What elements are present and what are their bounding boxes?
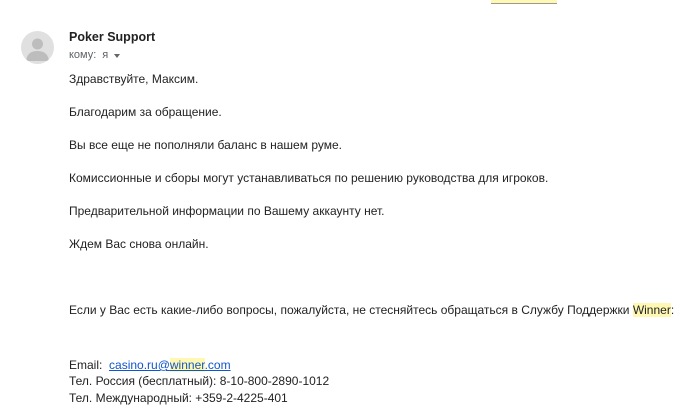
sender-avatar[interactable]: [21, 31, 54, 64]
thanks-line: Благодарим за обращение.: [69, 105, 222, 119]
email-link-part2: .com: [204, 358, 231, 372]
recipient-row[interactable]: [69, 49, 120, 61]
caret-down-icon[interactable]: [114, 54, 120, 58]
phone-international-line: Тел. Международный: +359-2-4225-401: [69, 391, 288, 405]
support-email-link[interactable]: [109, 358, 231, 372]
online-line: Ждем Вас снова онлайн.: [69, 237, 209, 251]
account-info-line: Предварительной информации по Вашему аккаунту нет.: [69, 204, 385, 218]
person-silhouette-icon: [21, 31, 54, 64]
clipped-header-strip: [0, 0, 700, 4]
commission-line: Комиссионные и сборы могут устанавливаться по решению руководства для игроков.: [69, 171, 549, 185]
email-link-part1: casino.ru@: [109, 358, 170, 372]
contact-question-suffix: :: [670, 303, 675, 317]
clipped-highlight: [491, 0, 557, 4]
brand-highlight: Winner: [632, 303, 671, 317]
phone-russia-line: Тел. Россия (бесплатный): 8-10-800-2890-1012: [69, 374, 330, 388]
recipient-value: я: [102, 49, 109, 61]
email-link-brand: winner: [169, 358, 205, 372]
sender-name[interactable]: Poker Support: [69, 30, 156, 44]
recipient-prefix: кому:: [69, 49, 97, 61]
email-label: Email:: [69, 358, 103, 372]
email-contact-line: [69, 358, 231, 372]
greeting-line: Здравствуйте, Максим.: [69, 72, 199, 86]
contact-question-prefix: Если у Вас есть какие-либо вопросы, пожалуйста, не стесняйтесь обращаться в Службу Поддержки: [69, 303, 633, 317]
contact-question-line: [69, 303, 674, 317]
balance-line: Вы все еще не пополняли баланс в нашем руме.: [69, 138, 342, 152]
